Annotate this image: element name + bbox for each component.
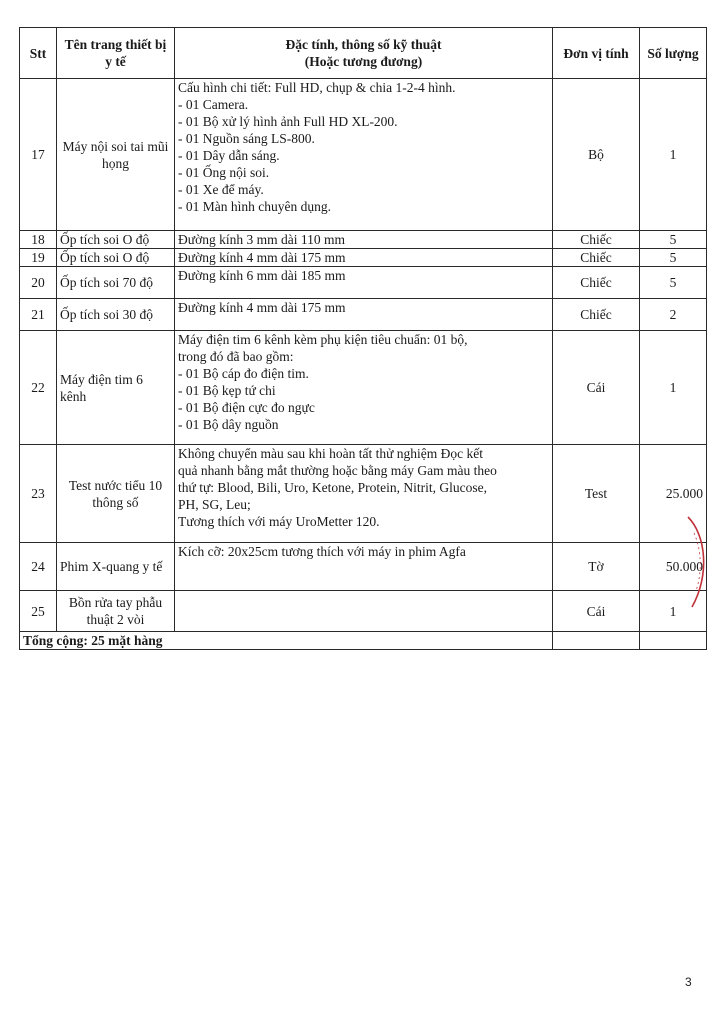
spec-line: quả nhanh bằng mắt thường hoặc bằng máy Gam màu theo (178, 463, 497, 478)
row-spec (175, 249, 553, 267)
row-unit: Cái (553, 331, 640, 445)
header-spec-line1: Đặc tính, thông số kỹ thuật (285, 37, 442, 52)
table-row (20, 79, 707, 231)
row-unit: Test (553, 445, 640, 543)
spec-line: - 01 Màn hình chuyên dụng. (178, 199, 331, 214)
header-spec (175, 28, 553, 79)
row-name: Máy điện tim 6 kênh (57, 331, 175, 445)
table-body (20, 79, 707, 632)
row-name: Ốp tích soi O độ (57, 249, 175, 267)
total-row (20, 632, 707, 650)
row-unit: Bộ (553, 79, 640, 231)
header-qty: Số lượng (640, 28, 707, 79)
table-row (20, 299, 707, 331)
spec-line: - 01 Camera. (178, 97, 249, 112)
row-qty: 50.000 (640, 543, 707, 591)
spec-line: Kích cỡ: 20x25cm tương thích với máy in phim Agfa (178, 544, 466, 559)
spec-line: Đường kính 6 mm dài 185 mm (178, 268, 346, 283)
row-name: Ốp tích soi 30 độ (57, 299, 175, 331)
spec-line: trong đó đã bao gồm: (178, 349, 294, 364)
table-row (20, 543, 707, 591)
row-qty: 1 (640, 79, 707, 231)
row-qty: 5 (640, 249, 707, 267)
spec-line: - 01 Bộ cáp đo điện tim. (178, 366, 309, 381)
spec-line: - 01 Nguồn sáng LS-800. (178, 131, 315, 146)
table-row (20, 331, 707, 445)
spec-line: - 01 Ống nội soi. (178, 165, 270, 180)
row-qty: 25.000 (640, 445, 707, 543)
row-qty: 5 (640, 231, 707, 249)
header-name: Tên trang thiết bị y tế (57, 28, 175, 79)
row-spec (175, 299, 553, 331)
row-name: Test nước tiểu 10 thông số (57, 445, 175, 543)
row-name: Bồn rửa tay phẫu thuật 2 vòi (57, 591, 175, 632)
spec-line: - 01 Bộ dây nguồn (178, 417, 279, 432)
spec-line: Máy điện tim 6 kênh kèm phụ kiện tiêu chuẩn: 01 bộ, (178, 332, 468, 347)
table-row (20, 267, 707, 299)
row-name: Máy nội soi tai mũi họng (57, 79, 175, 231)
row-stt: 21 (20, 299, 57, 331)
row-name: Ốp tích soi O độ (57, 231, 175, 249)
table-header-row (20, 28, 707, 79)
row-stt: 23 (20, 445, 57, 543)
total-qty-cell (640, 632, 707, 650)
spec-line: - 01 Bộ điện cực đo ngực (178, 400, 315, 415)
equipment-spec-table (19, 27, 707, 650)
row-spec (175, 591, 553, 632)
table-row (20, 445, 707, 543)
row-unit: Chiếc (553, 267, 640, 299)
row-unit: Chiếc (553, 249, 640, 267)
row-spec (175, 79, 553, 231)
total-unit-cell (553, 632, 640, 650)
table-row (20, 591, 707, 632)
header-stt: Stt (20, 28, 57, 79)
spec-line: Không chuyển màu sau khi hoàn tất thử nghiệm Đọc kết (178, 446, 484, 461)
row-stt: 17 (20, 79, 57, 231)
spec-line: Đường kính 4 mm dài 175 mm (178, 300, 346, 315)
row-stt: 25 (20, 591, 57, 632)
row-name: Ốp tích soi 70 độ (57, 267, 175, 299)
row-qty: 1 (640, 591, 707, 632)
row-stt: 22 (20, 331, 57, 445)
total-label: Tổng cộng: 25 mặt hàng (20, 632, 553, 650)
row-spec (175, 445, 553, 543)
spec-line: Cấu hình chi tiết: Full HD, chụp & chia 1-2-4 hình. (178, 80, 456, 95)
spec-line: Đường kính 4 mm dài 175 mm (178, 250, 346, 265)
spec-line: - 01 Bộ kẹp tứ chi (178, 383, 276, 398)
spec-line: thứ tự: Blood, Bili, Uro, Ketone, Protein, Nitrit, Glucose, (178, 480, 487, 495)
table-row (20, 249, 707, 267)
page-number: 3 (685, 975, 692, 989)
row-name: Phim X-quang y tế (57, 543, 175, 591)
row-stt: 18 (20, 231, 57, 249)
header-spec-line2: (Hoặc tương đương) (304, 54, 423, 69)
row-spec (175, 267, 553, 299)
header-unit: Đơn vị tính (553, 28, 640, 79)
row-stt: 20 (20, 267, 57, 299)
spec-line: Đường kính 3 mm dài 110 mm (178, 232, 345, 247)
spec-line: - 01 Dây dẫn sáng. (178, 148, 280, 163)
stamp-mark (680, 515, 710, 610)
spec-line: Tương thích với máy UroMetter 120. (178, 514, 380, 529)
row-spec (175, 543, 553, 591)
row-qty: 5 (640, 267, 707, 299)
row-unit: Chiếc (553, 299, 640, 331)
spec-line: PH, SG, Leu; (178, 497, 251, 512)
row-stt: 24 (20, 543, 57, 591)
row-spec (175, 231, 553, 249)
spec-line: - 01 Xe để máy. (178, 182, 264, 197)
row-spec (175, 331, 553, 445)
spec-line: - 01 Bộ xử lý hình ảnh Full HD XL-200. (178, 114, 398, 129)
row-stt: 19 (20, 249, 57, 267)
row-unit: Tờ (553, 543, 640, 591)
row-unit: Chiếc (553, 231, 640, 249)
row-qty: 1 (640, 331, 707, 445)
row-unit: Cái (553, 591, 640, 632)
row-qty: 2 (640, 299, 707, 331)
table-row (20, 231, 707, 249)
